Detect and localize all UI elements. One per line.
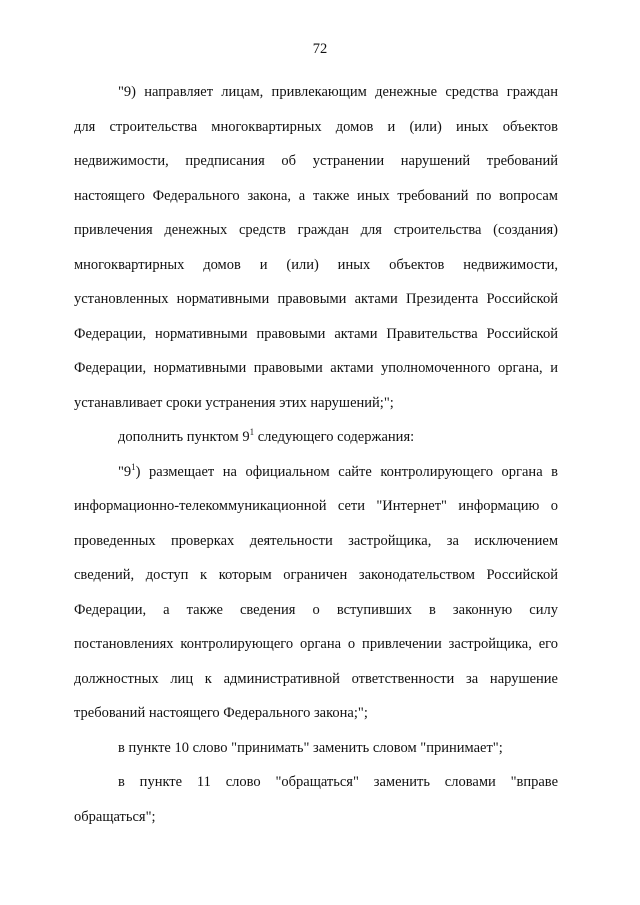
- text-line: настоящего Федерального закона, а также иных требований по вопросам: [74, 187, 558, 204]
- text-line: [74, 420, 558, 455]
- text-run: ) размещает на официальном сайте контролирующего органа в: [135, 463, 558, 480]
- paragraph-item-11: [74, 765, 558, 834]
- paragraph-item-9: [74, 75, 558, 420]
- paragraph-addition: [74, 420, 558, 455]
- superscript: 1: [131, 461, 136, 472]
- text-line: Федерации, нормативными правовыми актами Правительства Российской: [74, 325, 558, 342]
- text-run: "9: [118, 463, 132, 480]
- text-line: информационно-телекоммуникационной сети "Интернет" информацию о: [74, 498, 558, 514]
- text-line: сведений, доступ к которым ограничен законодательством Российской: [74, 567, 558, 583]
- text-line: многоквартирных домов и (или) иных объектов недвижимости,: [74, 256, 558, 273]
- text-run: следующего содержания:: [254, 429, 415, 445]
- text-line: "9) направляет лицам, привлекающим денежные средства граждан: [118, 84, 558, 100]
- text-line: [74, 455, 558, 490]
- text-line: должностных лиц к административной ответственности за нарушение: [74, 670, 558, 687]
- text-line: Федерации, а также сведения о вступивших в законную силу: [74, 601, 558, 618]
- text-line: для строительства многоквартирных домов и (или) иных объектов: [74, 118, 558, 135]
- text-line: в пункте 11 слово "обращаться" заменить словами "вправе: [118, 774, 558, 790]
- text-line: обращаться";: [74, 808, 156, 825]
- text-line: проведенных проверках деятельности застройщика, за исключением: [74, 532, 558, 549]
- paragraph-item-9-1: [74, 455, 558, 731]
- superscript: 1: [249, 427, 255, 437]
- text-line: в пункте 10 слово "принимать" заменить словом "принимает";: [118, 739, 503, 756]
- text-line: устанавливает сроки устранения этих нарушений;";: [74, 394, 394, 411]
- document-body: [74, 75, 558, 834]
- paragraph-item-10: [74, 731, 558, 766]
- text-line: Федерации, нормативными правовыми актами уполномоченного органа, и: [74, 360, 558, 376]
- text-line: требований настоящего Федерального закона;";: [74, 705, 368, 721]
- text-line: недвижимости, предписания об устранении нарушений требований: [74, 153, 558, 169]
- text-line: установленных нормативными правовыми актами Президента Российской: [74, 291, 558, 307]
- text-line: привлечения денежных средств граждан для строительства (создания): [74, 222, 558, 238]
- text-run: дополнить пунктом 9: [118, 429, 250, 445]
- page-number: 72: [312, 41, 328, 57]
- text-line: постановлениях контролирующего органа о привлечении застройщика, его: [74, 636, 558, 652]
